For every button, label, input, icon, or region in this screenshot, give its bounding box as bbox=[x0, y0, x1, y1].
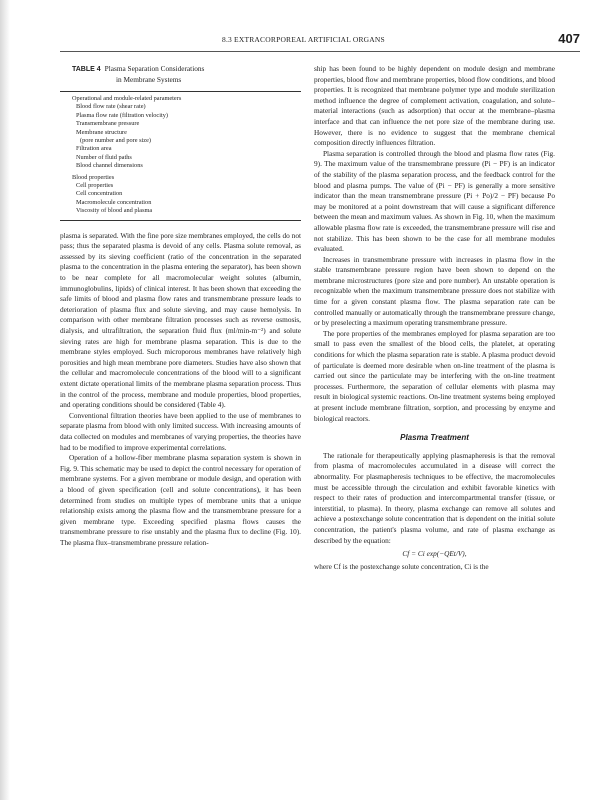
table-row: Macromolecule concentration bbox=[76, 198, 152, 206]
paragraph: ship has been found to be highly dependent on module design and membrane properties, blood flow and membrane properties, blood flow conditions, and blood properties. It is recognized that membrane polymer type and module sterilization method influence the degree of complement activation, coagulation, and solute–material interactions (such as adsorption) that occur at the membrane–plasma interface and that can influence the net pore size of the membrane during use. However, there is no evidence to suggest that the membrane chemical composition directly influences filtration. bbox=[314, 64, 555, 148]
paragraph: The rationale for therapeutically applying plasmapheresis is that the removal from plasma of macromolecules accumulated in a disease will correct the abnormality. For plasmapheresis techniques to be effective, the macromolecules must be accessible through the circulation and exhibit favorable kinetics with respect to their rates of production and intercompartmental transfer (tissue, or interstitial, to plasma). In theory, plasma exchange can remove all solutes and achieve a postexchange solute concentration that is dependent on the initial solute concentration, the patient's plasma volume, and rate of plasma exchange as described by the equation: bbox=[314, 450, 555, 545]
table-group-title: Operational and module-related parameters bbox=[72, 95, 182, 102]
table-row: Plasma flow rate (filtration velocity) bbox=[76, 111, 168, 119]
left-column bbox=[60, 64, 301, 549]
paragraph: Plasma separation is controlled through the blood and plasma flow rates (Fig. 9). The maximum value of the transmembrane pressure (Pi − PF) is an indicator of the stability of the plasma separation process, and the feedback control for the blood and plasma pumps. The value of (Pi − PF) is generally a more sensitive indicator than the mean transmembrane pressure (Pi + Po)/2 − PF) because Po may be monitored at a point downstream that will cause a significant difference between the mean and maximum values. As shown in Fig. 10, when the maximum allowable plasma flow rate is exceeded, the transmembrane pressure will rise and not stabilize. This has been shown to be the case for all membrane modules evaluated. bbox=[314, 148, 555, 254]
table-label: TABLE 4 bbox=[72, 66, 101, 73]
paragraph: plasma is separated. With the fine pore size membranes employed, the cells do not pass; thus the separated plasma is devoid of any cells. Plasma solute removal, as assessed by its sieving coefficient (ratio of the concentration in the separated plasma to the concentration in the plasma entering the separator), has been shown to be near complete for all macromolecular weight solutes (albumin, immunoglobulins, lipids) of clinical interest. It has been shown that exceeding the safe limits of blood and plasma flow rates and transmembrane pressure leads to deterioration of plasma flux and solute sieving, and may cause hemolysis. In comparison with other membrane filtration processes such as reverse osmosis, dialysis, and ultrafiltration, the separation fluid flux (ml/min-m⁻²) and solute sieving rates are high for membrane plasma separation. This is due to the membrane styles employed. Such microporous membranes have relatively high porosities and high mean membrane pore diameters. Studies have also shown that the cellular and macromolecule concentrations of the blood will to a significant extent dictate operational limits of the membrane plasma separation process. Thus in the control of the process, membrane and module properties, blood properties, and operating conditions should be considered (Table 4). bbox=[60, 230, 301, 410]
table-4 bbox=[60, 91, 301, 221]
table-caption-line2: in Membrane Systems bbox=[116, 75, 182, 84]
running-title: 8.3 EXTRACORPOREAL ARTIFICIAL ORGANS bbox=[222, 35, 385, 44]
paragraph: The pore properties of the membranes employed for plasma separation are too small to pass even the smallest of the blood cells, the platelet, at operating conditions for which the plasma separation rate is stable. A plasma product devoid of particulate is deemed more desirable when on-line treatment of the plasma is carried out since the particulate may be interfering with the on-line treatment processes. Furthermore, the separation of cellular elements with plasma may result in biological systemic reactions. On-line treatment systems being employed at present include membrane filtration, sorption, and processing by enzyme and biological reactors. bbox=[314, 328, 555, 423]
section-heading: Plasma Treatment bbox=[400, 433, 469, 443]
right-column bbox=[314, 64, 555, 572]
table-row: Transmembrane pressure bbox=[76, 120, 140, 128]
table-row: Filtration area bbox=[76, 145, 112, 153]
equation: Cf = Ci exp(−QEt/V), bbox=[402, 549, 467, 559]
paragraph: Operation of a hollow-fiber membrane plasma separation system is shown in Fig. 9. This schematic may be used to depict the control necessary for operation of membrane systems. For a given membrane or module design, and operation with a blood of given specification (cell and solute concentrations), it has been determined from studies on multiple types of membrane units that a unique relationship exists among the plasma flow and the transmembrane pressure for a given membrane type. Exceeding specified plasma flows causes the transmembrane pressure to rise unstably and the plasma flux to decline (Fig. 10). The plasma flux–transmembrane pressure relation- bbox=[60, 453, 302, 547]
running-header bbox=[60, 33, 580, 52]
paragraph: Increases in transmembrane pressure with increases in plasma flow in the stable transmembrane pressure region have been shown to depend on the membrane microstructures (pore size and pore number). An unstable operation is recognizable when the maximum transmembrane pressure does not stabilize with time for a given constant plasma flow. The plasma separation rate can be controlled manually or automatically through the transmembrane pressure change, or by preselecting a maximum operating transmembrane pressure. bbox=[314, 254, 555, 328]
table-row: Membrane structure bbox=[76, 128, 127, 136]
table-row: Viscosity of blood and plasma bbox=[76, 207, 153, 215]
table-row: Blood flow rate (shear rate) bbox=[76, 103, 146, 111]
table-row: Cell concentration bbox=[76, 190, 123, 198]
table-row: Blood channel dimensions bbox=[76, 162, 143, 170]
left-body-text bbox=[60, 231, 301, 549]
table-caption bbox=[72, 64, 301, 85]
table-group-title: Blood properties bbox=[72, 173, 115, 181]
table-row: Cell properties bbox=[76, 182, 114, 190]
paragraph: where Cf is the postexchange solute concentration, Ci is the bbox=[314, 561, 489, 571]
page-edge-shadow bbox=[0, 0, 10, 800]
table-subrow: (pore number and pore size) bbox=[80, 137, 151, 145]
table-caption-line1: Plasma Separation Considerations bbox=[104, 64, 205, 73]
page-number: 407 bbox=[558, 31, 580, 46]
paragraph: Conventional filtration theories have been applied to the use of membranes to separate plasma from blood with only limited success. With increasing amounts of data collected on modules and membranes of varying properties, the theories have had to be modified to improve experimental correlations. bbox=[60, 410, 301, 452]
table-row: Number of fluid paths bbox=[76, 153, 132, 161]
